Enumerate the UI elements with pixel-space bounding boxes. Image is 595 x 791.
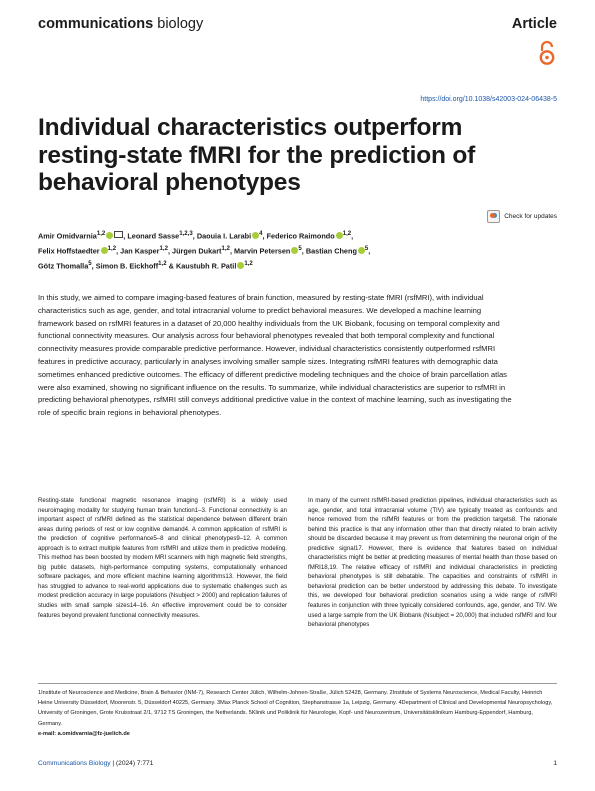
open-access-lock-icon xyxy=(539,40,555,66)
affiliations-text: 1Institute of Neuroscience and Medicine, Brain & Behavior (INM-7), Research Center Jülich, Wilhelm-Johnen-Straße, Jülich 52428, Germany. 2Institute of Systems Neuroscience, Medical Faculty, Heinrich Heine University Düsseldorf, Moorenstr. 5, Düsseldorf 40225, Germany. 3Max Planck School of Cognition, Stephanstrasse 1a, Leipzig, Germany. 4Department of Clinical and Developmental Neuropsychology, University of Groningen, Grote Kruisstraat 2/1, 9712 TS Groningen, the Netherlands. 5Klinik und Poliklinik für Neurologie, Kopf- und Neurozentrum, Universitätsklinikum Hamburg-Eppendorf, Hamburg, Germany. xyxy=(38,690,553,727)
author-name[interactable]: , Bastian Cheng xyxy=(301,246,357,256)
orcid-icon[interactable] xyxy=(336,232,343,239)
doi-link[interactable]: https://doi.org/10.1038/s42003-024-06438-5 xyxy=(420,96,557,103)
author-name[interactable]: , Leonard Sasse xyxy=(123,231,180,241)
article-title: Individual characteristics outperform resting-state fMRI for the prediction of behavioral phenotypes xyxy=(38,114,476,196)
article-type-label: Article xyxy=(511,16,557,32)
author-name[interactable]: , Jan Kasper xyxy=(116,246,160,256)
footer-volume: | (2024) 7:771 xyxy=(110,760,154,767)
footer-citation xyxy=(38,760,153,767)
footer-journal[interactable]: Communications Biology xyxy=(38,760,111,767)
orcid-icon[interactable] xyxy=(358,247,365,254)
page-number: 1 xyxy=(553,760,557,767)
orcid-icon[interactable] xyxy=(106,232,113,239)
corresponding-email[interactable]: e-mail: a.omidvarnia@fz-juelich.de xyxy=(38,730,130,737)
journal-name-bold: communications xyxy=(38,16,154,32)
check-for-updates-label: Check for updates xyxy=(504,213,557,220)
journal-name xyxy=(38,16,203,32)
footnote-divider xyxy=(38,683,557,684)
email-icon[interactable] xyxy=(114,231,123,238)
author-separator: , xyxy=(368,246,371,256)
author-name[interactable]: , Daouia I. Larabi xyxy=(192,231,252,241)
affiliations xyxy=(38,688,558,739)
author-line-1: Amir Omidvarnia$^{1,2}$ , Leonard Sasse$^{1,2,3}$, Daouia I. Larabi $^4$, Federico Raimondo $^{1,2}$, xyxy=(38,230,354,241)
body-column-right: In many of the current rsfMRI-based prediction pipelines, individual characteristics such as age, gender, and total intracranial volume (TIV) are typically treated as confounds and hence removed from the rsfMRI features or from the prediction targets8. The rationale behind this practice is that any information other than that directly related to brain activity should be discarded because it may prevent us from determining the neuronal origin of the predictive signal17. However, there is evidence that features based on individual characteristics might be better at predicting measures of mental health than those based on fMRI18,19. The relative efficacy of rsfMRI and individual characteristics in predicting behavioral phenotypes is still debatable. The capacities and constraints of rsfMRI in behavioral prediction can be better understood by addressing this debate. To investigate this, we developed four behavioral prediction scenarios using a wide range of rsfMRI features in conjunction with three typically considered confounds, age, gender, and TIV. We used a large sample from the UK Biobank (Nsubject = 20,000) that included rsfMRI and four behavioral phenotypes xyxy=(308,497,557,629)
body-column-left: Resting-state functional magnetic resonance imaging (rsfMRI) is a widely used neuroimaging modality for studying human brain function1–3. Functional connectivity is an important aspect of rsfMRI defined as the statistical dependence between different brain areas during periods of rest or low cognitive demand4. A common application of rsfMRI is the prediction of cognitive performance5–8 and clinical phenotypes9–12. A common approach is to extract multiple features from rsfMRI and utilize them in predictive modeling. This method has been boosted by modern MRI scanners with high magnetic field strengths, big public datasets, high-performance computing systems, computationally enhanced software packages, and more efficient machine learning algorithms13. However, the field has struggled to advance to real-world applications due to systematic challenges such as modest prediction accuracy in large populations (Nsubject > 2000) and replication failures of studies with small sample sizes14–16. An effective improvement could be to consider features beyond prevalent functional connectivity measures. xyxy=(38,497,287,619)
author-name[interactable]: Götz Thomalla xyxy=(38,261,89,271)
author-list xyxy=(38,228,558,272)
author-line-3: Götz Thomalla$^5$, Simon B. Eickhoff$^{1,2}$ & Kaustubh R. Patil $^{1,2}$ xyxy=(38,259,253,271)
abstract: In this study, we aimed to compare imaging-based features of brain function, measured by resting-state fMRI (rsfMRI), with individual characteristics such as age, gender, and total intracranial volume to predict behavioral measures. We developed a machine learning framework based on rsfMRI features in a dataset of 20,000 healthy individuals from the UK Biobank, focusing on temporal complexity and functional connectivity measures. Our analysis across four behavioral phenotypes revealed that both temporal complexity and functional connectivity measures provide comparable predictive performance. However, individual characteristics consistently outperformed rsfMRI features in predictive accuracy, particularly in analyses involving smaller sample sizes. Integrating rsfMRI features with demographic data sometimes enhanced predictive outcomes. The efficacy of different predictive modeling techniques and the choice of brain parcellation atlas were also examined, showing no significant influence on the results. To summarize, while individual characteristics are superior to rsfMRI in predicting behavioral phenotypes, rsfMRI still conveys additional predictive value in the context of machine learning, such as investigating the role of specific brain regions in behavioral phenotypes. xyxy=(38,293,512,418)
author-name[interactable]: , Federico Raimondo xyxy=(262,231,335,241)
author-name[interactable]: & Kaustubh R. Patil xyxy=(166,261,237,271)
author-name[interactable]: Felix Hoffstaedter xyxy=(38,246,100,256)
author-separator: , xyxy=(351,231,354,241)
orcid-icon[interactable] xyxy=(101,247,108,254)
author-line-2: Felix Hoffstaedter $^{1,2}$, Jan Kasper$^{1,2}$, Jürgen Dukart$^{1,2}$, Marvin Petersen $^5$, Bastian Cheng $^5$, xyxy=(38,244,371,256)
journal-name-light: biology xyxy=(157,16,204,32)
author-name[interactable]: , Simon B. Eickhoff xyxy=(91,261,159,271)
author-name[interactable]: Amir Omidvarnia xyxy=(38,231,97,241)
check-for-updates-icon xyxy=(487,210,500,223)
author-name[interactable]: , Marvin Petersen xyxy=(229,246,291,256)
author-name[interactable]: , Jürgen Dukart xyxy=(167,246,222,256)
check-for-updates-button[interactable] xyxy=(487,210,557,223)
